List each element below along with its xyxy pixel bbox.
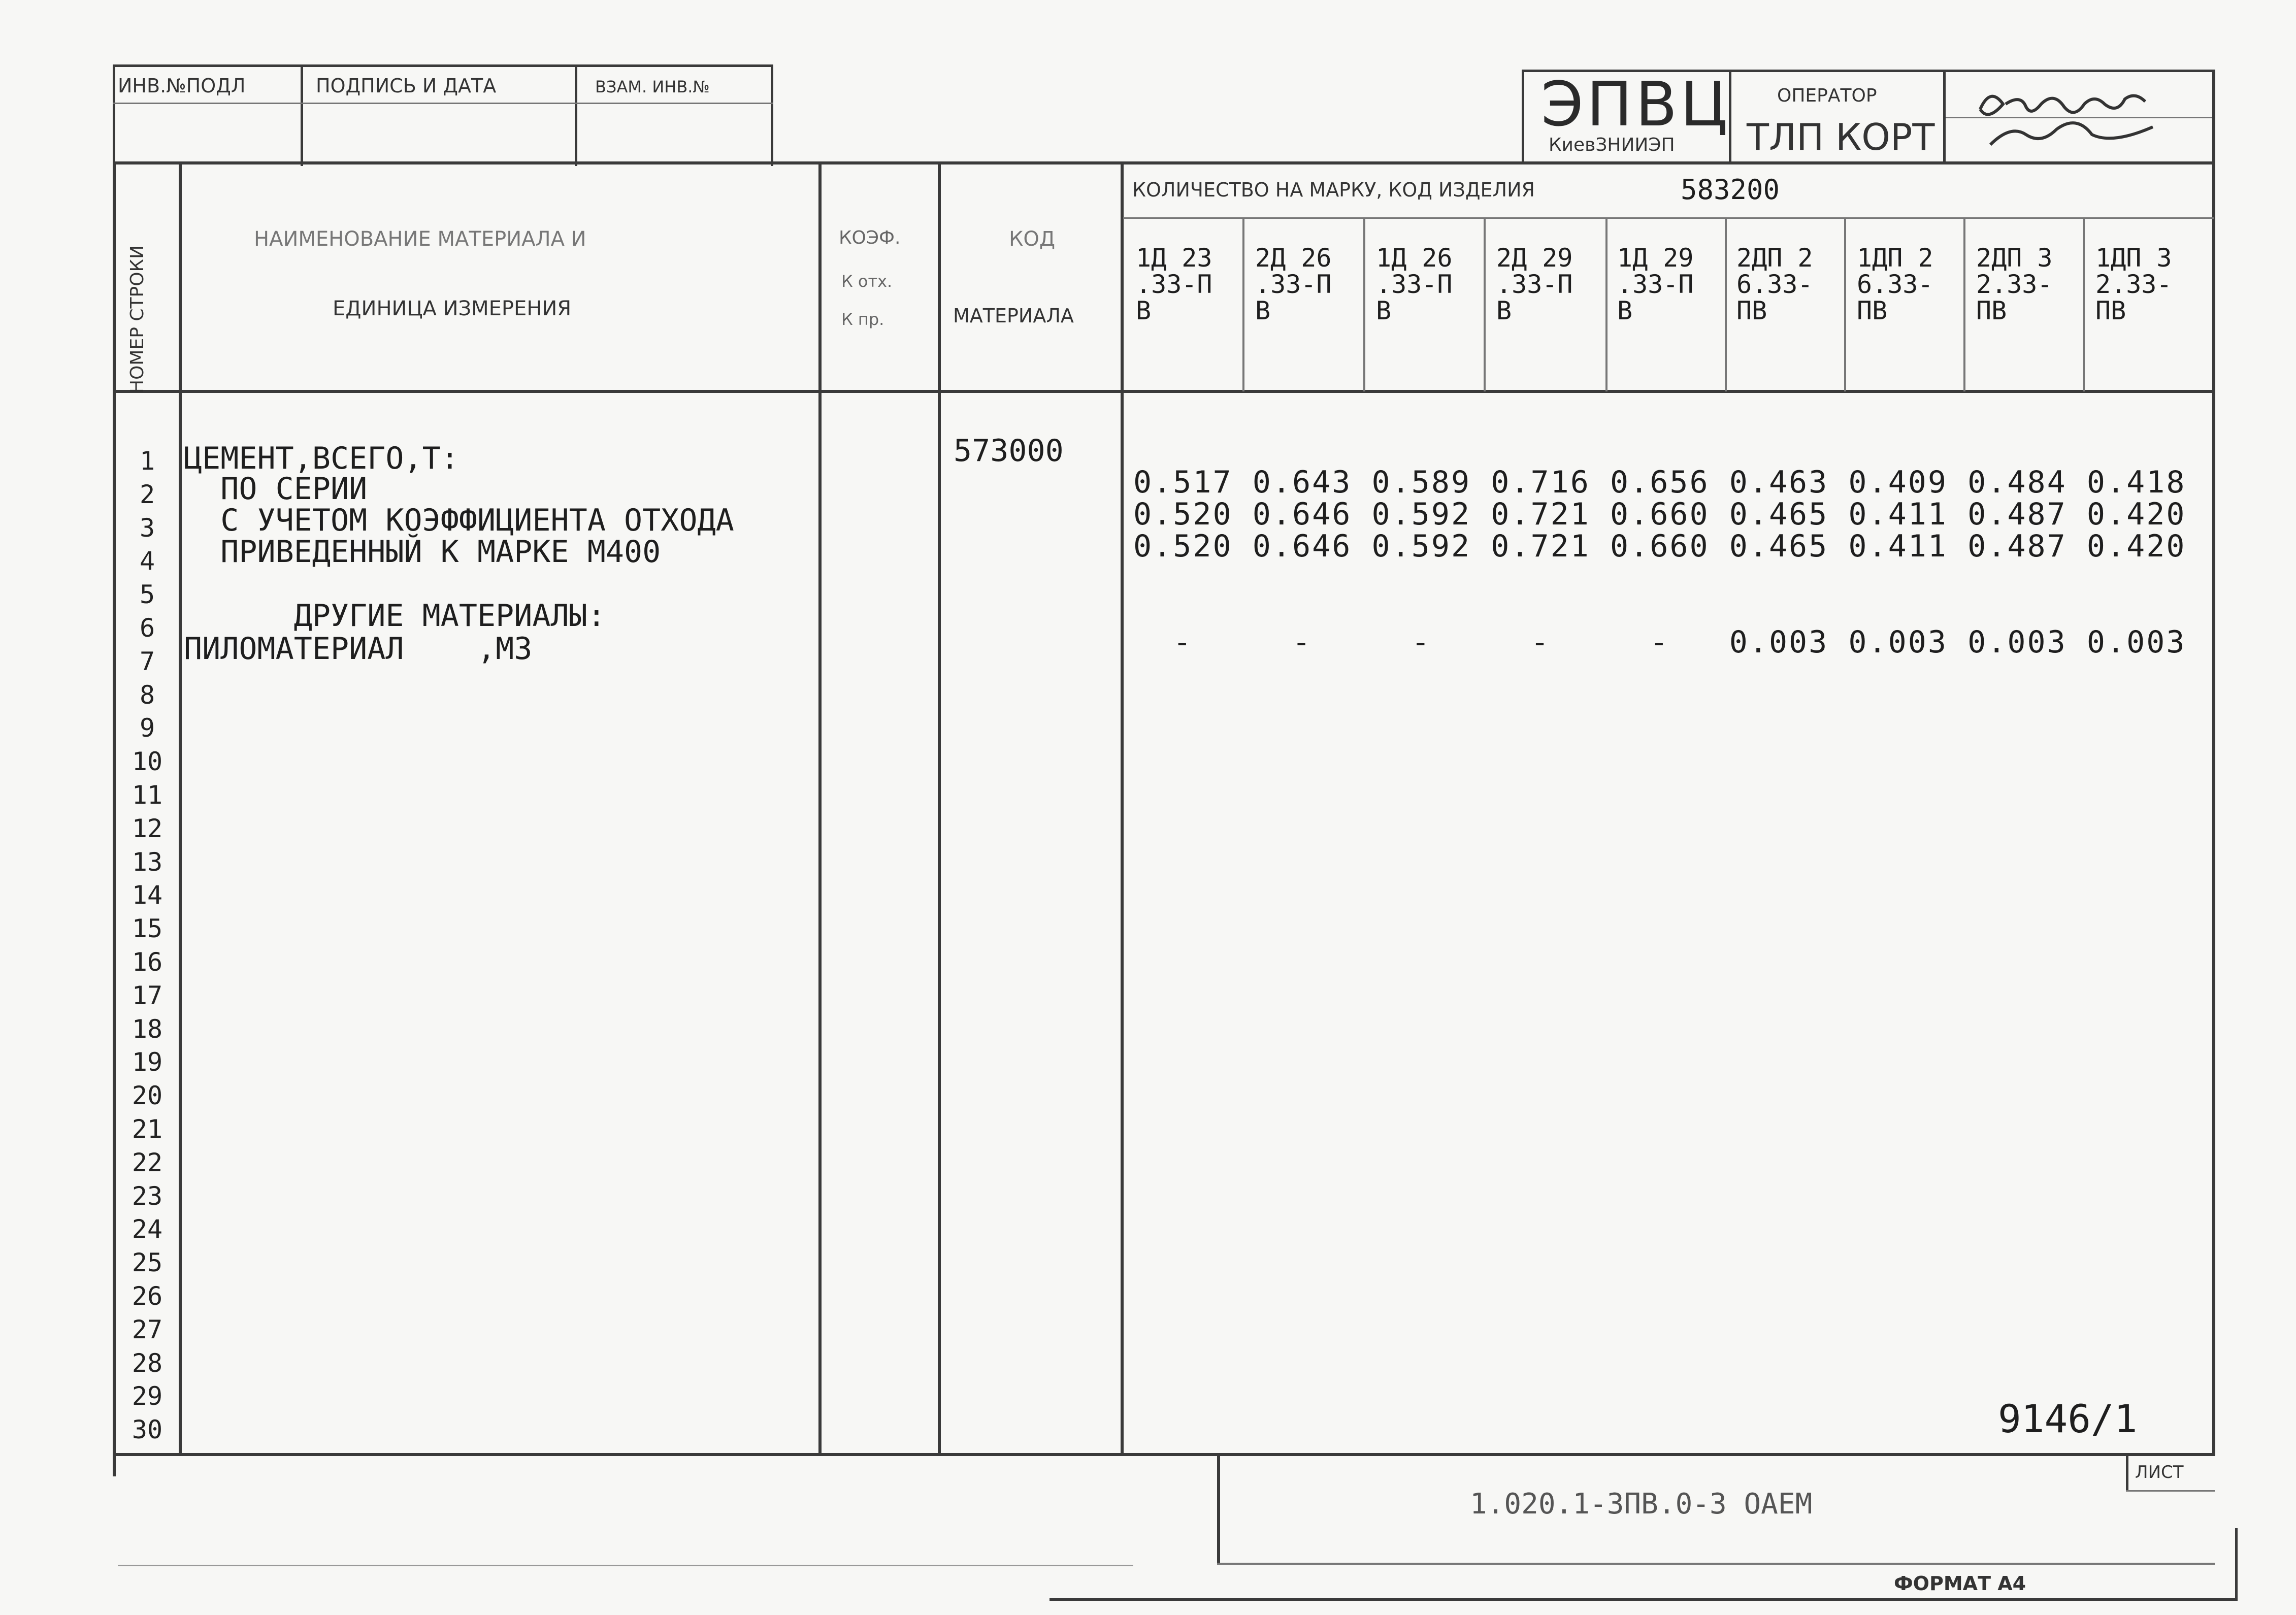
format-label: ФОРМАТ А4 bbox=[1894, 1572, 2026, 1595]
row-number: 5 bbox=[139, 580, 155, 610]
column-header: 2ДП 2 6.33- ПВ bbox=[1736, 243, 1813, 325]
row-number: 9 bbox=[139, 713, 155, 743]
row-number: 12 bbox=[132, 813, 163, 843]
column-header: 1Д 23 .33-П В bbox=[1136, 243, 1212, 325]
column-header: 2ДП 3 2.33- ПВ bbox=[1976, 243, 2053, 325]
row-cement-m400: ПРИВЕДЕННЫЙ К МАРКЕ М400 bbox=[184, 534, 661, 570]
org-sub: КиевЗНИИЭП bbox=[1549, 135, 1675, 155]
column-header: 2Д 26 .33-П В bbox=[1255, 243, 1332, 325]
column-header: 1Д 26 .33-П В bbox=[1376, 243, 1453, 325]
designation: 1.020.1-3ПВ.0-3 ОАЕМ bbox=[1470, 1488, 1813, 1521]
row-number: 28 bbox=[132, 1348, 163, 1378]
row-cement-waste: С УЧЕТОМ КОЭФФИЦИЕНТА ОТХОДА bbox=[184, 503, 734, 538]
row-number: 3 bbox=[139, 513, 155, 543]
row-number: 1 bbox=[139, 446, 155, 476]
row-number: 19 bbox=[132, 1047, 163, 1077]
signature-marks bbox=[1950, 74, 2209, 160]
row-cement-series: ПО СЕРИИ bbox=[184, 471, 368, 507]
row-number: 29 bbox=[132, 1381, 163, 1411]
row-number: 25 bbox=[132, 1248, 163, 1278]
values-m400: 0.520 0.646 0.592 0.721 0.660 0.465 0.411 0.487 0.420 bbox=[1133, 529, 2186, 564]
row-cement-total: ЦЕМЕНТ,ВСЕГО,Т: bbox=[184, 441, 459, 476]
name-header-line2: ЕДИНИЦА ИЗМЕРЕНИЯ bbox=[333, 297, 572, 320]
drawing-number: 9146/1 bbox=[1998, 1396, 2138, 1441]
column-header: 1ДП 3 2.33- ПВ bbox=[2095, 243, 2172, 325]
row-number: 22 bbox=[132, 1147, 163, 1177]
row-number: 24 bbox=[132, 1214, 163, 1244]
row-number: 11 bbox=[132, 780, 163, 810]
row-number: 30 bbox=[132, 1415, 163, 1445]
stamp-sign-label: ПОДПИСЬ И ДАТА bbox=[316, 75, 497, 97]
coef-header-line3: К пр. bbox=[841, 310, 884, 329]
row-number: 26 bbox=[132, 1281, 163, 1311]
code-header-line1: КОД bbox=[1009, 227, 1056, 251]
name-header-line1: НАИМЕНОВАНИЕ МАТЕРИАЛА И bbox=[254, 227, 586, 251]
row-lumber: ПИЛОМАТЕРИАЛ ,М3 bbox=[184, 631, 533, 667]
row-number: 23 bbox=[132, 1181, 163, 1211]
row-other-materials: ДРУГИЕ МАТЕРИАЛЫ: bbox=[184, 598, 606, 634]
values-with-waste: 0.520 0.646 0.592 0.721 0.660 0.465 0.411 0.487 0.420 bbox=[1133, 497, 2186, 532]
values-lumber: - - - - - 0.003 0.003 0.003 0.003 bbox=[1133, 624, 2186, 660]
row-number: 14 bbox=[132, 880, 163, 910]
coef-header-line1: КОЭФ. bbox=[839, 227, 901, 248]
row-number: 17 bbox=[132, 980, 163, 1010]
coef-header-line2: К отх. bbox=[841, 272, 893, 291]
material-code: 573000 bbox=[954, 433, 1064, 469]
values-series: 0.517 0.643 0.589 0.716 0.656 0.463 0.409 0.484 0.418 bbox=[1133, 465, 2186, 500]
org-logo: ЭПВЦ bbox=[1541, 70, 1731, 140]
column-header: 1Д 29 .33-П В bbox=[1617, 243, 1694, 325]
row-number: 10 bbox=[132, 747, 163, 777]
operator-label: ОПЕРАТОР bbox=[1777, 85, 1877, 106]
row-number: 21 bbox=[132, 1114, 163, 1144]
row-number: 4 bbox=[139, 546, 155, 576]
stamp-inv-label: ИНВ.№ПОДЛ bbox=[118, 75, 246, 97]
row-number: 18 bbox=[132, 1014, 163, 1044]
product-code: 583200 bbox=[1681, 174, 1780, 206]
quantity-header: КОЛИЧЕСТВО НА МАРКУ, КОД ИЗДЕЛИЯ bbox=[1132, 179, 1535, 201]
row-number: 27 bbox=[132, 1314, 163, 1344]
row-number: 8 bbox=[139, 680, 155, 710]
code-header-line2: МАТЕРИАЛА bbox=[953, 305, 1074, 327]
row-number: 2 bbox=[139, 479, 155, 509]
column-header: 1ДП 2 6.33- ПВ bbox=[1857, 243, 1933, 325]
column-header: 2Д 29 .33-П В bbox=[1496, 243, 1573, 325]
operator-name: ТЛП КОРТ bbox=[1747, 116, 1935, 158]
row-number: 13 bbox=[132, 847, 163, 877]
row-number: 15 bbox=[132, 914, 163, 944]
row-number: 20 bbox=[132, 1081, 163, 1111]
row-number: 7 bbox=[139, 646, 155, 676]
row-number-header: НОМЕР СТРОКИ bbox=[127, 245, 148, 393]
sheet-label: ЛИСТ bbox=[2135, 1462, 2184, 1482]
stamp-vzam-label: ВЗАМ. ИНВ.№ bbox=[595, 77, 710, 96]
row-number: 6 bbox=[139, 613, 155, 643]
row-number: 16 bbox=[132, 947, 163, 977]
